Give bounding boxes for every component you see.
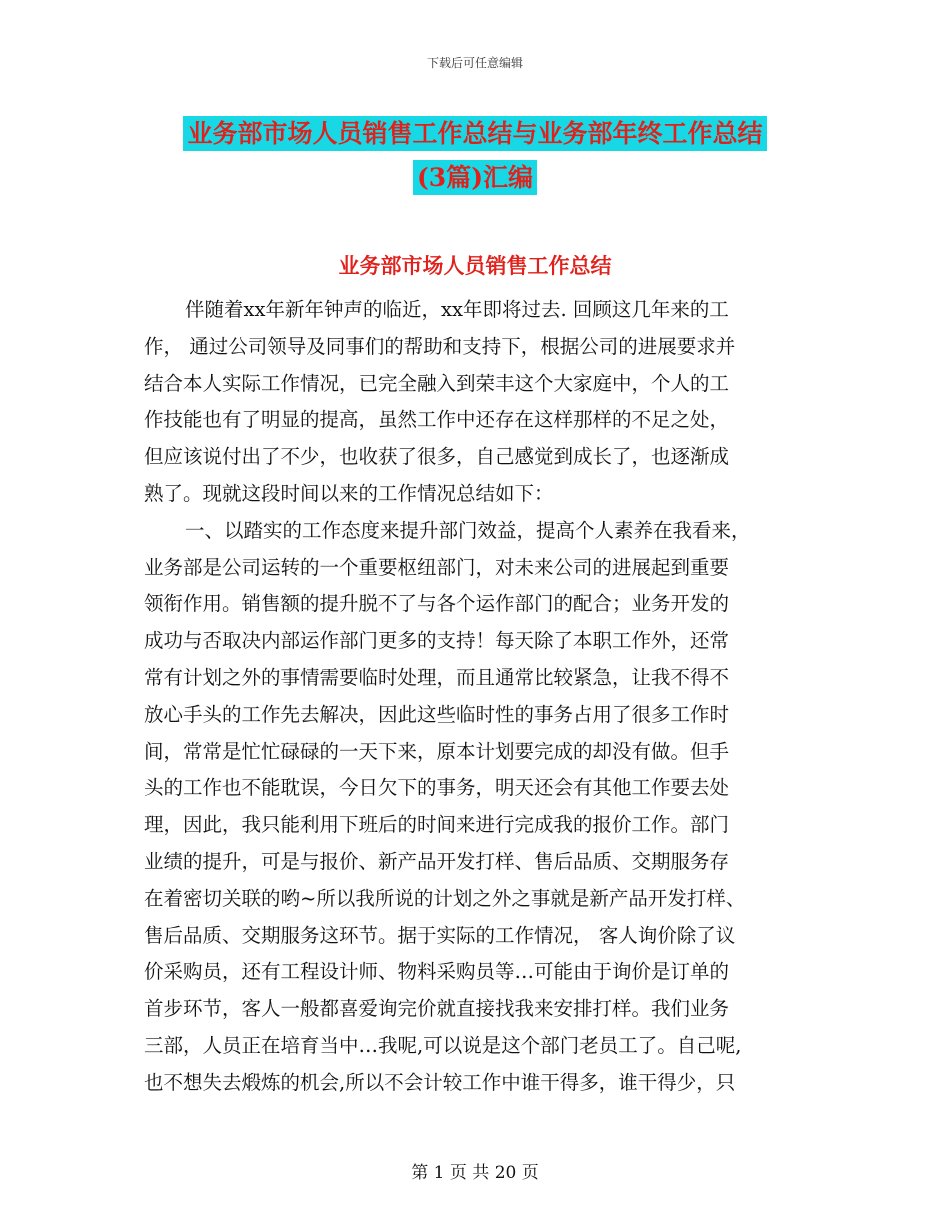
paragraph-line: 领衔作用。销售额的提升脱不了与各个运作部门的配合；业务开发的 <box>144 592 730 616</box>
paragraph-line: 三部，人员正在培育当中…我呢,可以说是这个部门老员工了。自己呢, <box>144 1033 742 1057</box>
paragraph-line: 业务部是公司运转的一个重要枢纽部门，对未来公司的进展起到重要 <box>144 555 730 579</box>
paragraph-line: 理，因此，我只能利用下班后的时间来进行完成我的报价工作。部门 <box>144 813 730 837</box>
paragraph-line: 价采购员，还有工程设计师、物料采购员等…可能由于询价是订单的 <box>144 960 730 984</box>
section-title: 业务部市场人员销售工作总结 <box>338 253 612 278</box>
header-note: 下载后可任意编辑 <box>426 56 523 70</box>
paragraph-line: 但应该说付出了不少，也收获了很多，自己感觉到成长了，也逐渐成 <box>144 445 730 469</box>
paragraph-line: 常有计划之外的事情需要临时处理，而且通常比较紧急，让我不得不 <box>144 665 730 689</box>
paragraph-line: 首步环节，客人一般都喜爱询完价就直接找我来安排打样。我们业务 <box>144 997 730 1021</box>
paragraph-line: 成功与否取决内部运作部门更多的支持！每天除了本职工作外，还常 <box>144 629 730 653</box>
document-title-line-1: 业务部市场人员销售工作总结与业务部年终工作总结 <box>0 114 950 150</box>
paragraph-line: 业绩的提升，可是与报价、新产品开发打样、售后品质、交期服务存 <box>144 849 730 873</box>
paragraph-line: 作， 通过公司领导及同事们的帮助和支持下，根据公司的进展要求并 <box>144 334 736 358</box>
paragraph-line: 售后品质、交期服务这环节。据于实际的工作情况， 客人询价除了议 <box>144 923 736 947</box>
paragraph-line: 作技能也有了明显的提高，虽然工作中还存在这样那样的不足之处， <box>144 408 730 432</box>
paragraph-line: 一、以踏实的工作态度来提升部门效益，提高个人素养在我看来， <box>185 518 751 542</box>
paragraph-line: 间，常常是忙忙碌碌的一天下来，原本计划要完成的却没有做。但手 <box>144 739 730 763</box>
paragraph-line: 也不想失去煅炼的机会,所以不会计较工作中谁干得多，谁干得少，只 <box>144 1070 736 1094</box>
paragraph-line: 放心手头的工作先去解决，因此这些临时性的事务占用了很多工作时 <box>144 702 730 726</box>
paragraph-line: 在着密切关联的哟~所以我所说的计划之外之事就是新产品开发打样、 <box>144 886 746 910</box>
paragraph-line: 熟了。现就这段时间以来的工作情况总结如下： <box>144 481 554 505</box>
paragraph-line: 结合本人实际工作情况，已完全融入到荣丰这个大家庭中，个人的工 <box>144 371 730 395</box>
paragraph-line: 头的工作也不能耽误，今日欠下的事务，明天还会有其他工作要去处 <box>144 776 730 800</box>
page-number: 第 1 页 共 20 页 <box>411 1163 539 1183</box>
document-title-line-2: (3篇)汇编 <box>0 158 950 194</box>
body-text <box>144 292 804 1102</box>
paragraph-line: 伴随着xx年新年钟声的临近，xx年即将过去. 回顾这几年来的工 <box>185 298 729 321</box>
